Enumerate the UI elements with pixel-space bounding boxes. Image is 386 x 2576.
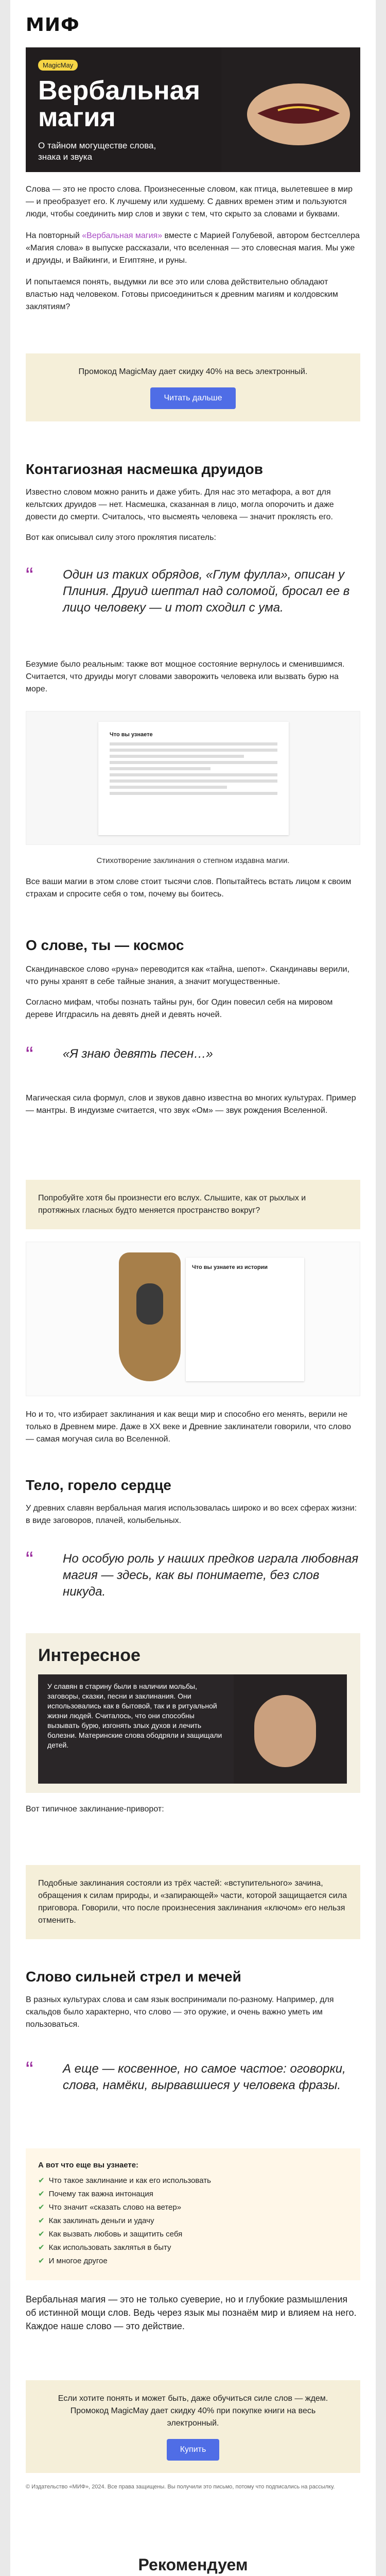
section-2-text <box>26 963 360 1029</box>
check-icon: ✔ <box>38 2257 45 2265</box>
promo-text-1: Промокод MagicMay дает скидку 40% на весь электронный. <box>78 367 308 376</box>
section-1-paragraph-1: Известно словом можно ранить и даже убить. Для нас это метафора, а вот для кельтских друидов — нет. Насмешка, сказанная в лицо, могла опорочить и даже довести до смерти. Считалось, что высмеять человека — значит проклясть его. <box>26 488 334 521</box>
learn-list-item: ✔ Почему так важна интонация <box>38 2190 153 2198</box>
check-icon: ✔ <box>38 2203 45 2212</box>
conclusion-text: Вербальная магия — это не только суеверие, но и глубокие размышления об истинной мощи слов. Ведь через язык мы познаём мир и влияем на него. Каждое наше слово — это действие. <box>26 2294 357 2331</box>
section-1-text-2 <box>26 658 360 704</box>
legal-footer: © Издательство «МИФ», 2024. Все права защищены. Вы получили это письмо, потому что подписались на рассылку. <box>26 2484 335 2490</box>
section-2-text-3 <box>26 1409 360 1454</box>
check-icon: ✔ <box>38 2243 45 2252</box>
section-3-paragraph-1: У древних славян вербальная магия использовалась широко и во всех сферах жизни: в виде заговоров, плачей, колыбельных. <box>26 1504 357 1525</box>
section-2-text-2 <box>26 1092 360 1125</box>
palm-illustration <box>234 1674 347 1784</box>
learn-list-item: ✔ Как использовать заклятья в быту <box>38 2243 171 2252</box>
section-3-quote <box>26 1547 360 1600</box>
intro-paragraph-1: Слова — это не просто слова. Произнесенные словом, как птица, вылетевшее в мир — и преобразует его. К лучшему или худшему. С давних времен этим и пользуются люди, чтобы соединить мир слов и звуки с тем, что скрыто за словами и буквами. <box>26 185 353 218</box>
read-more-button[interactable]: Читать дальше <box>150 387 235 409</box>
buy-button[interactable]: Купить <box>167 2439 220 2461</box>
section-2-title: О слове, ты — космос <box>26 937 184 953</box>
learn-list-item: ✔ И многое другое <box>38 2257 108 2265</box>
interesting-text: У славян в старину были в наличии мольбы, заговоры, сказки, песни и заклинания. Они использовались как в бытовой, так и в ритуальной жизни людей. Считалось, что они способны вызывать бурю, изгонять злых духов и лечить болезни. Материнские слова ободряли и защищали детей. <box>47 1682 222 1749</box>
section-1-text <box>26 486 360 552</box>
section-1-title: Контагиозная насмешка друидов <box>26 461 263 477</box>
section-4-quote <box>26 2057 360 2094</box>
book-spread-image <box>26 711 360 845</box>
book-page <box>98 722 289 835</box>
learn-list-item: ✔ Как вызвать любовь и защитить себя <box>38 2230 183 2239</box>
section-3-text <box>26 1502 360 1535</box>
section-2-notice: Попробуйте хотя бы произнести его вслух. Слышите, как от рыхлых и протяжных гласных будто меняется пространство вокруг? <box>26 1180 360 1229</box>
check-icon: ✔ <box>38 2216 45 2225</box>
learn-list-item: ✔ Что такое заклинание и как его использовать <box>38 2176 211 2185</box>
publisher-logo[interactable]: МИФ <box>26 14 80 36</box>
section-2-paragraph-3: Магическая сила формул, слов и звуков давно известна во многих культурах. Пример — мантры. В индуизме считается, что звук «Ом» — звук рождения Вселенной. <box>26 1094 356 1115</box>
section-3-paragraph-2: Вот типичное заклинание-приворот: <box>26 1805 164 1814</box>
intro-paragraph-3: И попытаемся понять, выдумки ли все это или слова действительно обладают властью над человеком. Готовы присоединиться к древним магиям и колдовским заклятиям? <box>26 278 338 311</box>
interesting-block <box>26 1633 360 1793</box>
hero-title-line1: Вербальная <box>38 76 200 106</box>
section-4-title: Слово сильней стрел и мечей <box>26 1969 241 1985</box>
promo-block-1 <box>26 353 360 421</box>
quote-text: Но особую роль у наших предков играла любовная магия — здесь, как вы понимаете, без слов никуда. <box>63 1552 359 1599</box>
hero-banner <box>26 47 360 172</box>
recommend-title: Рекомендуем <box>138 2555 248 2574</box>
learn-list-title: А вот что еще вы узнаете: <box>38 2161 139 2170</box>
email-page <box>10 0 376 2576</box>
hero-illustration <box>221 47 360 172</box>
quote-text: Один из таких обрядов, «Глум фулла», описан у Плиния. Друид шептал над соломой, бросал ее в лицо человеку — и тот сходил с ума. <box>63 568 350 615</box>
quote-mark-icon: “ <box>26 1547 33 1572</box>
quote-mark-icon: “ <box>26 563 33 588</box>
mouth-photo <box>119 1252 181 1381</box>
book-caption: Стихотворение заклинания о степном издавна магии. <box>96 856 290 865</box>
section-3-notice: Подобные заклинания состояли из трёх частей: «вступительного» зачина, обращения к силам природы, и «запирающей» части, которой защищается сила приговора. Говорили, что после произнесения заклинания «ключом» его нельзя отменить. <box>26 1865 360 1939</box>
interesting-title: Интересное <box>38 1646 141 1665</box>
section-1-paragraph-3: Безумие было реальным: также вот мощное состояние вернулось и сменившимся. Считается, что друиды могут словами заворожить человека или вызвать бурю на море. <box>26 660 345 693</box>
promo-text-2: Если хотите понять и может быть, даже обучиться силе слов — ждем. Промокод MagicMay дает скидку 40% при покупке книги на весь электронный. <box>58 2394 328 2428</box>
section-4-paragraph-1: В разных культурах слова и сам язык воспринимали по-разному. Например, для скальдов было характерно, что слово — это оружие, и очень важно уметь им пользоваться. <box>26 1995 334 2029</box>
section-3-title: Тело, горело сердце <box>26 1477 171 1493</box>
section-2-paragraph-2: Согласно мифам, чтобы познать тайны рун, бог Один повесил себя на мировом дереве Иггдрасиль на девять дней и девять ночей. <box>26 998 333 1019</box>
learn-list-item: ✔ Что значит «сказать слово на ветер» <box>38 2203 182 2212</box>
section-2-paragraph-5: Но и то, что избирает заклинания и как вещи мир и способно его менять, верили не только в Древнем мире. Даже в ХХ веке и Древние заклинатели говорили, что слово — самая могучая сила во Вселенной. <box>26 1410 352 1444</box>
book-cover-image <box>26 1242 360 1396</box>
hero-subtitle: О тайном могуществе слова, знака и звука <box>38 141 156 162</box>
intro-text <box>26 183 360 323</box>
section-1-paragraph-4: Все ваши магии в этом слове стоит тысячи слов. Попытайтесь встать лицом к своим страхам и спросите себя о том, почему вы боитесь. <box>26 877 352 899</box>
intro-link[interactable]: «Вербальная магия» <box>82 231 163 240</box>
promo-block-2 <box>26 2380 360 2473</box>
quote-mark-icon: “ <box>26 1042 33 1067</box>
section-2-quote <box>26 1042 360 1067</box>
book-inside-card <box>186 1258 304 1381</box>
learn-list-items <box>38 2175 348 2267</box>
quote-text: «Я знаю девять песен…» <box>63 1047 213 1061</box>
hero-title <box>38 77 200 131</box>
hero-tag: MagicMay <box>38 60 78 71</box>
check-icon: ✔ <box>38 2190 45 2198</box>
section-1-quote <box>26 563 360 616</box>
learn-list-item: ✔ Как заклинать деньги и удачу <box>38 2216 154 2225</box>
quote-mark-icon: “ <box>26 2057 33 2082</box>
interesting-board <box>38 1674 234 1784</box>
intro-paragraph-2: На повторный «Вербальная магия» вместе с Марией Голубевой, автором бестселлера «Магия слова» в выпуске рассказали, что вселенная — это словесная магия. Мы уже и друиды, и Вайкинги, и Египтяне, и руны. <box>26 231 360 265</box>
section-4-text <box>26 1994 360 2039</box>
section-3-text-2 <box>26 1803 360 1824</box>
section-2-paragraph-1: Скандинавское слово «руна» переводится как «тайна, шепот». Скандинавы верили, что руны хранят в себе тайные знания, а значит могущественные. <box>26 965 350 986</box>
check-icon: ✔ <box>38 2176 45 2185</box>
quote-text: А еще — косвенное, но самое частое: оговорки, слова, намёки, вырвавшиеся у человека фразы. <box>63 2062 346 2092</box>
book-page-title: Что вы узнаете <box>110 732 153 738</box>
hero-title-line2: магия <box>38 103 116 132</box>
book-inside-title: Что вы узнаете из истории <box>192 1264 268 1270</box>
learn-list <box>26 2148 360 2280</box>
check-icon: ✔ <box>38 2230 45 2239</box>
section-1-paragraph-2: Вот как описывал силу этого проклятия писатель: <box>26 533 216 542</box>
section-1-text-3 <box>26 876 360 909</box>
